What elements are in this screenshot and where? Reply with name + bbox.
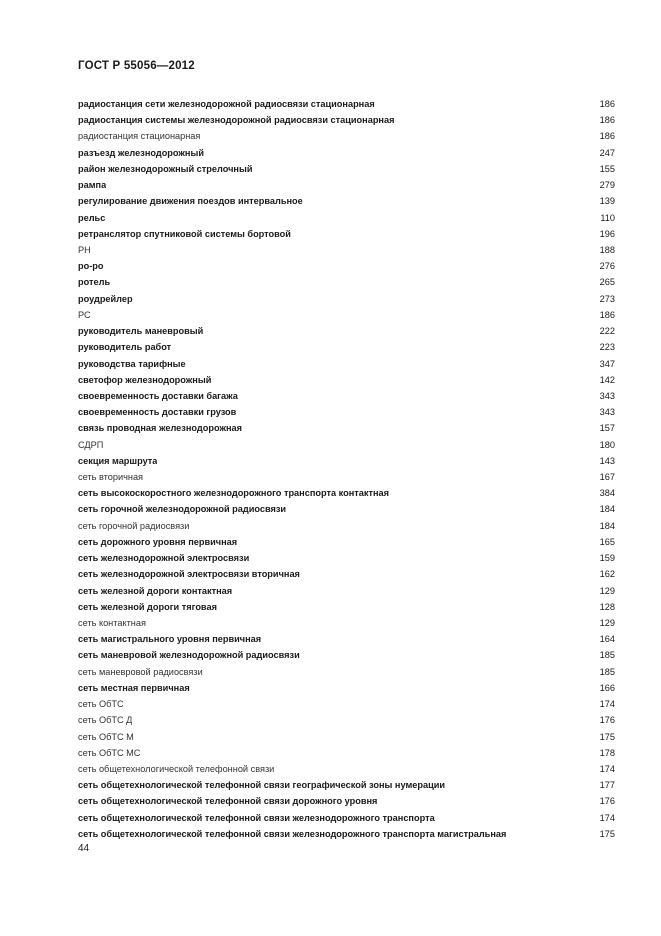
index-entry — [78, 210, 615, 226]
index-entry — [78, 696, 615, 712]
index-entry — [78, 420, 615, 436]
index-page-number: 143 — [599, 455, 615, 466]
index-entry — [78, 793, 615, 809]
index-term: руководства тарифные — [78, 358, 186, 369]
index-page-number: 164 — [599, 634, 615, 645]
index-page-number: 276 — [599, 261, 615, 272]
index-entry — [78, 599, 615, 615]
index-term: сеть железнодорожной электросвязи — [78, 553, 250, 564]
index-entry — [78, 712, 615, 728]
index-term: сеть маневровой радиосвязи — [78, 666, 203, 677]
index-term: руководитель работ — [78, 342, 172, 353]
index-entry — [78, 242, 615, 258]
index-entry — [78, 437, 615, 453]
index-term: район железнодорожный стрелочный — [78, 163, 253, 174]
index-page-number: 180 — [599, 439, 615, 450]
index-page-number: 188 — [599, 244, 615, 255]
index-page-number: 139 — [599, 196, 615, 207]
index-term: сеть общетехнологической телефонной связи дорожного уровня — [78, 796, 378, 807]
index-term: сеть общетехнологической телефонной связи железнодорожного транспорта магистральная — [78, 828, 507, 839]
index-entry — [78, 388, 615, 404]
index-page-number: 176 — [599, 715, 615, 726]
index-page-number: 223 — [599, 342, 615, 353]
index-page-number: 186 — [599, 309, 615, 320]
index-page-number: 157 — [599, 423, 615, 434]
index-entry — [78, 501, 615, 517]
index-page-number: 165 — [599, 536, 615, 547]
index-entry — [78, 810, 615, 826]
index-term: радиостанция стационарная — [78, 131, 201, 142]
index-page-number: 176 — [599, 796, 615, 807]
index-term: сеть ОбТС — [78, 699, 124, 710]
index-entry — [78, 372, 615, 388]
index-page-number: 129 — [599, 618, 615, 628]
index-page-number: 273 — [599, 293, 615, 304]
index-term: светофор железнодорожный — [78, 374, 212, 385]
index-list — [78, 96, 615, 842]
index-page-number: 384 — [599, 488, 615, 499]
index-term: связь проводная железнодорожная — [78, 423, 242, 434]
index-term: сеть дорожного уровня первичная — [78, 536, 238, 547]
index-entry — [78, 680, 615, 696]
index-entry — [78, 307, 615, 323]
index-page-number: 174 — [599, 763, 615, 774]
index-page-number: 185 — [599, 666, 615, 677]
index-term: руководитель маневровый — [78, 326, 204, 337]
index-page-number: 178 — [599, 747, 615, 758]
index-entry — [78, 291, 615, 307]
index-entry — [78, 550, 615, 566]
index-entry — [78, 777, 615, 793]
index-term: сеть магистрального уровня первичная — [78, 634, 262, 645]
index-term: сеть высокоскоростного железнодорожного транспорта контактная — [78, 488, 390, 499]
index-page-number: 265 — [599, 277, 615, 288]
index-entry — [78, 566, 615, 582]
index-term: сеть вторичная — [78, 472, 144, 483]
index-page-number: 184 — [599, 504, 615, 515]
index-page-number: 175 — [599, 731, 615, 742]
index-term: своевременность доставки багажа — [78, 390, 238, 401]
index-term: РС — [78, 309, 91, 320]
index-entry — [78, 112, 615, 128]
index-term: СДРП — [78, 439, 104, 450]
index-page-number: 186 — [599, 99, 615, 109]
index-entry — [78, 177, 615, 193]
index-entry — [78, 274, 615, 290]
index-page-number: 129 — [599, 585, 615, 596]
index-term: сеть железной дороги контактная — [78, 585, 233, 596]
index-term: сеть маневровой железнодорожной радиосвязи — [78, 650, 300, 661]
index-term: рампа — [78, 180, 107, 191]
document-header: ГОСТ Р 55056—2012 — [78, 60, 195, 72]
index-entry — [78, 518, 615, 534]
index-term: регулирование движения поездов интервальное — [78, 196, 303, 207]
index-term: сеть общетехнологической телефонной связи железнодорожного транспорта — [78, 812, 435, 823]
page-number: 44 — [78, 843, 90, 854]
index-page-number: 347 — [599, 358, 615, 369]
index-entry — [78, 339, 615, 355]
index-term: своевременность доставки грузов — [78, 407, 237, 418]
index-page-number: 343 — [599, 407, 615, 418]
index-page-number: 186 — [599, 131, 615, 142]
index-page-number: 177 — [599, 780, 615, 791]
index-term: разъезд железнодорожный — [78, 147, 204, 158]
index-term: секция маршрута — [78, 455, 158, 466]
index-entry — [78, 404, 615, 420]
index-term: сеть горочной радиосвязи — [78, 520, 190, 531]
index-entry — [78, 761, 615, 777]
index-page-number: 174 — [599, 699, 615, 710]
index-page-number: 186 — [599, 115, 615, 126]
index-term: сеть ОбТС МС — [78, 747, 141, 758]
index-entry — [78, 615, 615, 631]
index-term: сеть железной дороги тяговая — [78, 601, 217, 612]
index-term: сеть местная первичная — [78, 682, 190, 693]
index-term: роудрейлер — [78, 293, 133, 304]
index-page-number: 174 — [599, 812, 615, 823]
index-entry — [78, 258, 615, 274]
index-entry — [78, 826, 615, 842]
index-entry — [78, 145, 615, 161]
index-page-number: 175 — [599, 828, 615, 839]
index-entry — [78, 469, 615, 485]
index-entry — [78, 664, 615, 680]
index-entry — [78, 226, 615, 242]
index-entry — [78, 323, 615, 339]
index-entry — [78, 631, 615, 647]
index-term: радиостанция сети железнодорожной радиосвязи стационарная — [78, 99, 375, 109]
index-page-number: 155 — [599, 163, 615, 174]
index-term: ретранслятор спутниковой системы бортовой — [78, 228, 291, 239]
index-page-number: 162 — [599, 569, 615, 580]
index-page-number: 142 — [599, 374, 615, 385]
index-term: сеть горочной железнодорожной радиосвязи — [78, 504, 287, 515]
index-term: РН — [78, 244, 91, 255]
index-term: сеть железнодорожной электросвязи вторичная — [78, 569, 300, 580]
index-page-number: 110 — [600, 212, 615, 223]
index-entry — [78, 583, 615, 599]
index-entry — [78, 193, 615, 209]
index-entry — [78, 128, 615, 144]
index-term: ро-ро — [78, 261, 104, 272]
index-page-number: 128 — [599, 601, 615, 612]
index-term: радиостанция системы железнодорожной радиосвязи стационарная — [78, 115, 395, 126]
index-page-number: 247 — [599, 147, 615, 158]
index-term: сеть общетехнологической телефонной связи географической зоны нумерации — [78, 780, 446, 791]
index-term: сеть общетехнологической телефонной связи — [78, 763, 275, 774]
index-term: ротель — [78, 277, 111, 288]
index-page-number: 184 — [599, 520, 615, 531]
index-page-number: 279 — [599, 180, 615, 191]
index-page-number: 222 — [599, 326, 615, 337]
index-page-number: 167 — [599, 472, 615, 483]
index-entry — [78, 96, 615, 112]
index-entry — [78, 729, 615, 745]
index-term: рельс — [78, 212, 106, 223]
index-term: сеть ОбТС Д — [78, 715, 133, 726]
index-entry — [78, 356, 615, 372]
index-entry — [78, 453, 615, 469]
index-entry — [78, 485, 615, 501]
index-entry — [78, 534, 615, 550]
index-entry — [78, 161, 615, 177]
index-term: сеть контактная — [78, 618, 146, 628]
index-page-number: 159 — [599, 553, 615, 564]
index-page-number: 343 — [599, 390, 615, 401]
index-page-number: 166 — [599, 682, 615, 693]
index-entry — [78, 647, 615, 663]
index-page-number: 185 — [599, 650, 615, 661]
index-entry — [78, 745, 615, 761]
index-page-number: 196 — [599, 228, 615, 239]
index-term: сеть ОбТС М — [78, 731, 134, 742]
